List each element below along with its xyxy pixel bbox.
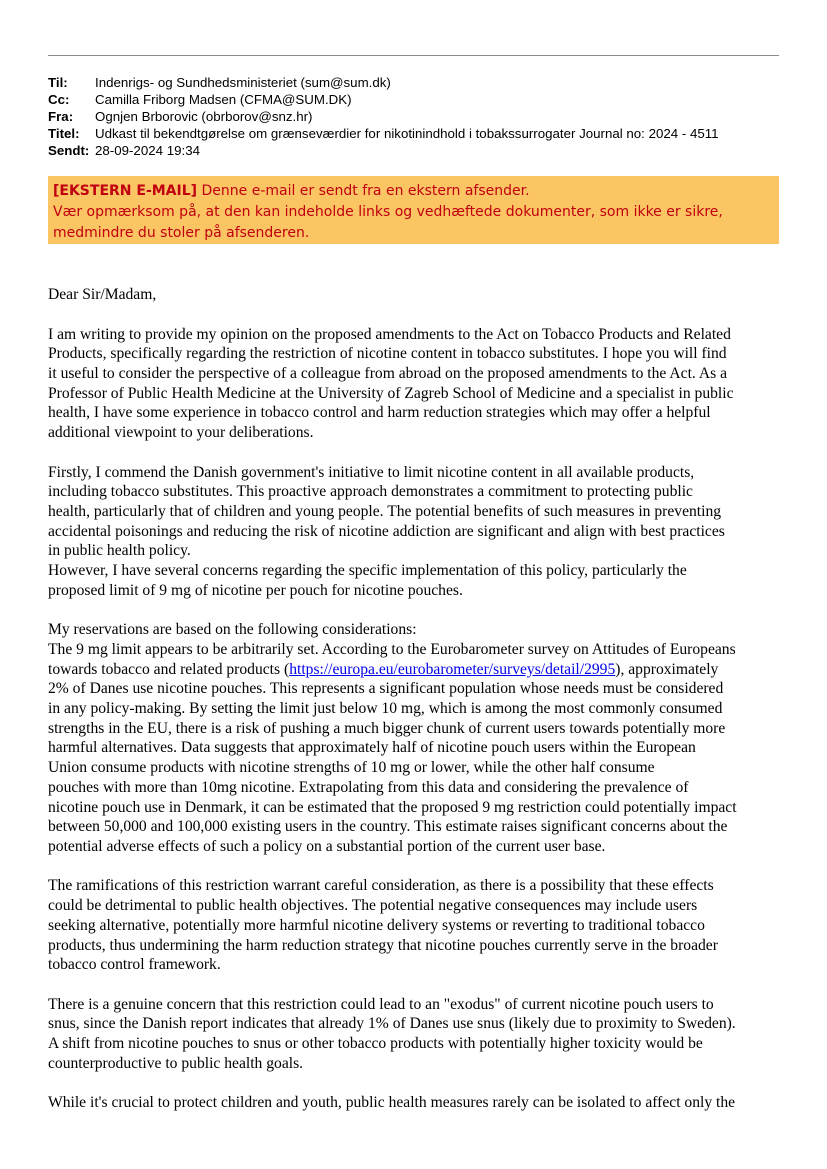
link-prefix-text: towards tobacco and related products ( bbox=[48, 660, 290, 678]
paragraph-line: The ramifications of this restriction warrant careful consideration, as there is a possibility that these effects bbox=[48, 877, 714, 895]
paragraph-line: accidental poisonings and reducing the risk of nicotine addiction are significant and align with best practices bbox=[48, 522, 725, 540]
paragraph-2 bbox=[48, 463, 788, 601]
sent-value: 28-09-2024 19:34 bbox=[95, 143, 200, 158]
paragraph-gap bbox=[48, 975, 788, 995]
paragraph-line: 2% of Danes use nicotine pouches. This represents a significant population whose needs must be considered bbox=[48, 680, 724, 698]
letter-body bbox=[48, 285, 788, 1113]
paragraph-line: While it's crucial to protect children and youth, public health measures rarely can be isolated to affect only the bbox=[48, 1094, 736, 1112]
warning-line-3: medmindre du stoler på afsenderen. bbox=[53, 225, 310, 241]
sent-row bbox=[48, 142, 788, 159]
paragraph-line: nicotine pouch use in Denmark, it can be estimated that the proposed 9 mg restriction could potentially impact bbox=[48, 798, 737, 816]
paragraph-gap bbox=[48, 857, 788, 877]
paragraph-line: snus, since the Danish report indicates that already 1% of Danes use snus (likely due to proximity to Sweden). bbox=[48, 1015, 736, 1033]
external-email-tag: [EKSTERN E-MAIL] bbox=[53, 183, 198, 199]
sent-label: Sendt: bbox=[48, 143, 90, 158]
from-row bbox=[48, 108, 788, 125]
external-email-warning bbox=[48, 176, 779, 244]
paragraph-gap bbox=[48, 600, 788, 620]
from-label: Fra: bbox=[48, 109, 74, 124]
subject-row bbox=[48, 125, 788, 142]
paragraph-line: in public health policy. bbox=[48, 542, 191, 560]
paragraph-gap bbox=[48, 1074, 788, 1094]
paragraph-line: counterproductive to public health goals. bbox=[48, 1054, 304, 1072]
subject-label: Titel: bbox=[48, 126, 80, 141]
paragraph-4 bbox=[48, 876, 788, 975]
cc-row bbox=[48, 91, 788, 108]
paragraph-line: seeking alternative, potentially more harmful nicotine delivery systems or reverting to traditional tobacco bbox=[48, 916, 705, 934]
greeting: Dear Sir/Madam, bbox=[48, 286, 157, 303]
paragraph-line: products, thus undermining the harm reduction strategy that nicotine pouches currently serve in the broader bbox=[48, 936, 718, 954]
from-value: Ognjen Brborovic (obrborov@snz.hr) bbox=[95, 109, 313, 124]
paragraph-line: Professor of Public Health Medicine at the University of Zagreb School of Medicine and a specialist in public bbox=[48, 384, 734, 402]
paragraph-1 bbox=[48, 325, 788, 443]
paragraph-line: tobacco control framework. bbox=[48, 956, 221, 974]
paragraph-line: A shift from nicotine pouches to snus or other tobacco products with potentially higher toxicity would be bbox=[48, 1035, 703, 1053]
paragraph-6 bbox=[48, 1093, 788, 1113]
eurobarometer-link[interactable]: https://europa.eu/eurobarometer/surveys/detail/2995 bbox=[289, 660, 616, 678]
paragraph-line: health, I have some experience in tobacco control and harm reduction strategies which may offer a helpful bbox=[48, 404, 711, 422]
paragraph-line: Products, specifically regarding the restriction of nicotine content in tobacco substitutes. I hope you will find bbox=[48, 345, 727, 363]
paragraph-line: harmful alternatives. Data suggests that approximately half of nicotine pouch users within the European bbox=[48, 739, 696, 757]
paragraph-line: The 9 mg limit appears to be arbitrarily set. According to the Eurobarometer survey on Attitudes of Europeans bbox=[48, 640, 736, 658]
to-value: Indenrigs- og Sundhedsministeriet (sum@sum.dk) bbox=[95, 75, 391, 90]
paragraph-line: health, particularly that of children and young people. The potential benefits of such measures in preventing bbox=[48, 502, 722, 520]
to-row bbox=[48, 74, 788, 91]
paragraph-line: Union consume products with nicotine strengths of 10 mg or lower, while the other half consume bbox=[48, 759, 655, 777]
paragraph-line: proposed limit of 9 mg of nicotine per pouch for nicotine pouches. bbox=[48, 581, 463, 599]
paragraph-line: potential adverse effects of such a policy on a substantial portion of the current user base. bbox=[48, 837, 606, 855]
paragraph-line: pouches with more than 10mg nicotine. Extrapolating from this data and considering the prevalence of bbox=[48, 778, 689, 796]
paragraph-line: Firstly, I commend the Danish government's initiative to limit nicotine content in all available products, bbox=[48, 463, 695, 481]
paragraph-3 bbox=[48, 620, 788, 856]
paragraph-line: between 50,000 and 100,000 existing users in the country. This estimate raises significant concerns about the bbox=[48, 818, 728, 836]
link-suffix-text: ), approximately bbox=[615, 660, 719, 678]
paragraph-line: additional viewpoint to your deliberations. bbox=[48, 424, 314, 442]
cc-label: Cc: bbox=[48, 92, 70, 107]
paragraph-gap bbox=[48, 443, 788, 463]
cc-value: Camilla Friborg Madsen (CFMA@SUM.DK) bbox=[95, 92, 352, 107]
paragraph-line: My reservations are based on the following considerations: bbox=[48, 621, 417, 639]
subject-value: Udkast til bekendtgørelse om grænseværdier for nikotinindhold i tobakssurrogater Journal no: 2024 - 4511 bbox=[95, 126, 719, 141]
paragraph-line: There is a genuine concern that this restriction could lead to an "exodus" of current nicotine pouch users to bbox=[48, 995, 714, 1013]
paragraph-5 bbox=[48, 995, 788, 1074]
warning-line-1 bbox=[53, 181, 779, 202]
paragraph-gap bbox=[48, 305, 788, 325]
paragraph-line: in any policy-making. By setting the limit just below 10 mg, which is among the most commonly consumed bbox=[48, 700, 723, 718]
to-label: Til: bbox=[48, 75, 68, 90]
paragraph-line: it useful to consider the perspective of a colleague from abroad on the proposed amendments to the Act. As a bbox=[48, 364, 727, 382]
paragraph-line: including tobacco substitutes. This proactive approach demonstrates a commitment to protecting public bbox=[48, 483, 693, 501]
paragraph-line: could be detrimental to public health objectives. The potential negative consequences may include users bbox=[48, 897, 698, 915]
paragraph-line: I am writing to provide my opinion on the proposed amendments to the Act on Tobacco Products and Related bbox=[48, 325, 731, 343]
header-divider bbox=[48, 55, 779, 56]
warning-line-2: Vær opmærksom på, at den kan indeholde links og vedhæftede dokumenter, som ikke er sikre, bbox=[53, 204, 723, 220]
paragraph-line: strengths in the EU, there is a risk of pushing a much bigger chunk of current users towards potentially more bbox=[48, 719, 726, 737]
paragraph-line: However, I have several concerns regarding the specific implementation of this policy, particularly the bbox=[48, 562, 687, 580]
warning-line-1-text: Denne e-mail er sendt fra en ekstern afsender. bbox=[197, 183, 530, 199]
paragraph-line-with-link bbox=[48, 660, 788, 680]
email-header bbox=[48, 74, 788, 159]
